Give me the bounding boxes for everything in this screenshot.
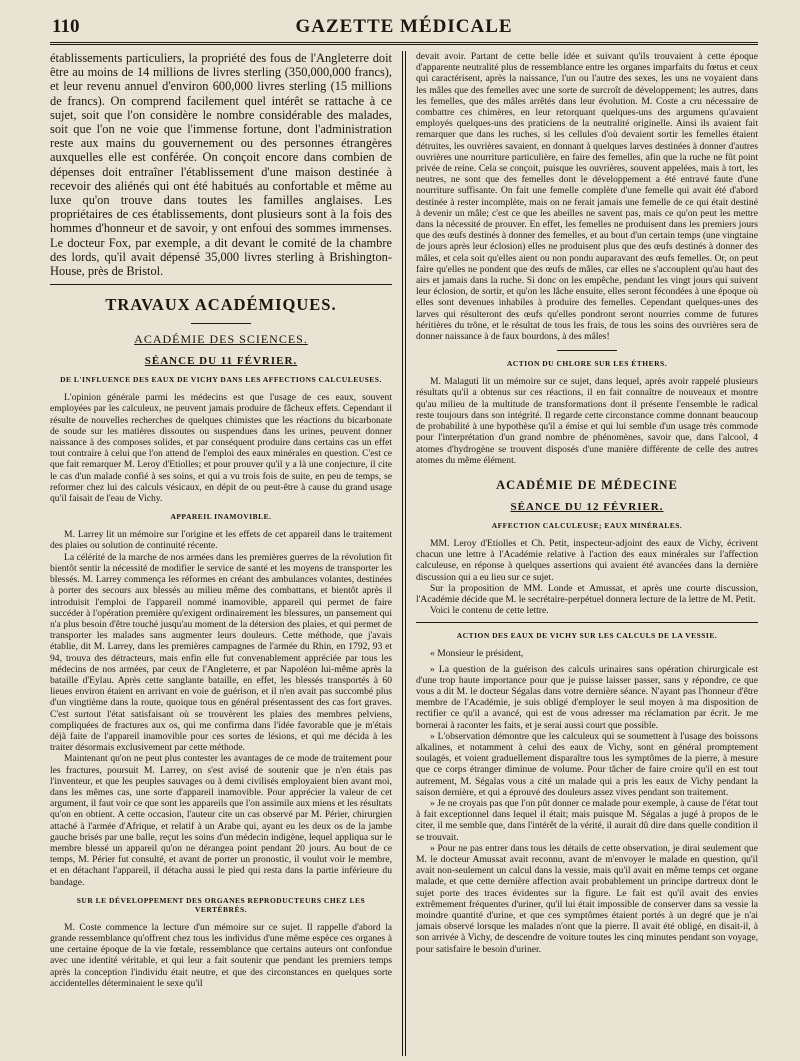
article-paragraph: Maintenant qu'on ne peut plus contester les avantages de ce mode de traitement pour les fractures, poursuit M. Larrey, on s'est avisé de soutenir que je n'en étais pas l'inventeur, et que les peuples sauvages ou à demi civilisés employaient bien avant moi, dans les mêmes cas, une sorte d'appareil inamovible. Pour apprécier la valeur de cet argument, il faut voir ce que sont les appareils que l'on assimile aux miens et les résultats qu'on en obtient. A cette occasion, l'auteur cite un cas observé par M. Périer, chirurgien attaché à l'armée d'Afrique, et relatif à un Arabe qui, ayant eu les deux os de la jambe gauche brisés par une balle, reçut les soins d'un médecin indigène, lequel appliqua sur le membre blessé un appareil qu'on ne dérangea point pendant 20 jours. Au bout de ce temps, M. Périer fut consulté, et avant de porter un pronostic, il voulut voir le membre, et en détachant l'appareil, il détacha aussi le pied qui resta dans la partie inférieure du bandage.: [50, 753, 392, 888]
academy-title: ACADÉMIE DES SCIENCES.: [134, 332, 308, 347]
title-rule: [191, 323, 251, 324]
two-column-body: [50, 51, 758, 1056]
article-paragraph: M. Coste commence la lecture d'un mémoire sur ce sujet. Il rappelle d'abord la grande ressemblance qu'offrent chez tous les individus d'une même espèce ces organes à une certaine époque de la vie fœtale, ressemblance que certains auteurs ont confondue avec une identité véritable, et qui leur a fait soutenir que pendant les premiers temps après la conception l'individu était neutre, et que des circonstances en quelques sorte accidentelles déterminaient le sexe qu'il: [50, 921, 392, 989]
topic-heading: AFFECTION CALCULEUSE; EAUX MINÉRALES.: [491, 520, 683, 530]
academy-title: ACADÉMIE DE MÉDECINE: [496, 477, 678, 492]
page-number: 110: [52, 16, 80, 37]
topic-rule: [557, 350, 617, 351]
left-column: [50, 51, 402, 1056]
intro-paragraph: établissements particuliers, la propriété des fous de l'Angleterre doit être au moins de 14 millions de livres sterling (350,000,000 francs), et leur revenu annuel d'environ 600,000 livres sterling (15 millions de francs). On comprend facilement quel intérêt se rattache à ce sujet, soit que l'on considère le nombre considérable des malades, soit que l'on ne voie que l'immense fortune, dont l'administration reste aux mains du gouvernement ou des personnes étrangères auxquelles elle est conférée. On conçoit encore dans combien de dépenses doit entraîner l'établissement d'une maison destinée à recevoir des aliénés qui ont été habitués au confortable et même au luxe qu'on trouve dans toutes les familles anglaises. Les propriétaires de ces établissements, dont plusieurs sont à la fois des hommes d'honneur et de savoir, y ont enfoui des sommes immenses. Le docteur Fox, par exemple, a dit devant le comité de la chambre des lords, qu'il avait dépensé 35,000 livres sterling à Brishington-House, près de Bristol.: [50, 51, 392, 279]
topic-heading: APPAREIL INAMOVIBLE.: [170, 512, 272, 522]
topic-heading: ACTION DU CHLORE SUR LES ÉTHERS.: [506, 359, 668, 369]
letter-paragraph: » L'observation démontre que les calculeux qui se soumettent à l'usage des boissons alkalines, et notamment à celui des eaux de Vichy, sont en général promptement soulagés, et voient graduellement disparaître tous les symptômes de la pierre, à mesure que ce corps étranger diminue de volume. Pour tâcher de faire croire qu'il en est tout autrement, M. Ségalas vous a cité un malade qui a pris les eaux de Vichy pendant la saison dernière, et qui a éprouvé des douleurs assez vives pendant son traitement.: [416, 730, 758, 798]
letter-paragraph: » Je ne croyais pas que l'on pût donner ce malade pour exemple, à cause de l'état tout à fait exceptionnel dans lequel il était; mais puisque M. Ségalas a jugé à propos de le citer, il me semble que, dans l'intérêt de la vérité, il aurait dû dire dans quelle condition il se trouvait.: [416, 797, 758, 843]
article-paragraph: Voici le contenu de cette lettre.: [430, 605, 549, 617]
article-paragraph: M. Malaguti lit un mémoire sur ce sujet, dans lequel, après avoir rappelé plusieurs résultats qu'il a obtenus sur ces réactions, il en fait connaître de nouveaux et montre qu'au milieu de la multitude de transformations dont il présente l'ensemble le radical reste toujours dans son intégrité. Il regarde cette circonstance comme donnant beaucoup de probabilité à une hypothèse qu'il a émise et qui lui semble d'un usage très commode pour l'interprétation d'un grand nombre de phénomènes, savoir que, dans l'alcool, 4 atomes d'hydrogène se trouvent disposés d'une manière différente de celle des autres atomes du même élément.: [416, 376, 758, 466]
section-divider: [50, 284, 392, 285]
article-paragraph: M. Larrey lit un mémoire sur l'origine et les effets de cet appareil dans le traitement des plaies ou solution de continuité récente.: [50, 529, 392, 552]
seance-title: SÉANCE DU 11 FÉVRIER.: [144, 355, 298, 368]
seance-title: SÉANCE DU 12 FÉVRIER.: [510, 500, 664, 513]
topic-heading: SUR LE DÉVELOPPEMENT DES ORGANES REPRODUCTEURS CHEZ LES VERTÉBRÉS.: [76, 895, 366, 914]
topic-heading: DE L'INFLUENCE DES EAUX DE VICHY DANS LES AFFECTIONS CALCULEUSES.: [60, 375, 382, 385]
header-rule: [50, 42, 758, 47]
page-header: [50, 8, 758, 42]
article-paragraph: L'opinion générale parmi les médecins est que l'usage de ces eaux, souvent employées par les calculeux, ne peuvent jamais produire de fâcheux effets. Cependant il résulte de nouvelles recherches de quelques chimistes que les réactions du bicarbonate de soude sur les matières dissoutes ou suspendues dans les urines, peuvent donner naissance à des composes solides, et par conséquent produire dans certains cas un effet tout contraire à celui que l'on attend de l'emploi des eaux minérales en question. C'est ce que fait remarquer M. Leroy d'Etiolles; et pour prouver qu'il y a là une conjecture, il cite le cas d'un malade confié à ses soins, et qui a vu trois fois de suite, en peu de temps, se reformer chez lui des calculs vésicaux, en dépit de ou peut-être à cause du grand usage qu'il faisait de l'eau de Vichy.: [50, 392, 392, 505]
letter-paragraph: » La question de la guérison des calculs urinaires sans opération chirurgicale est d'une trop haute importance pour que je puisse laisser passer, sans y répondre, ce que vous a dit M. le docteur Ségalas dans votre dernière séance. N'ayant pas l'honneur d'être membre de l'Académie, je suis obligé d'employer le seul moyen à ma disposition de rectifier ce qu'il a avancé, qui est de vous adresser ma réclamation par écrit. Je me bornerai à raconter les faits, et je serai aussi court que possible.: [416, 663, 758, 731]
article-paragraph: devait avoir. Partant de cette belle idée et suivant qu'ils trouvaient à cette époque d'apparente neutralité plus de ressemblance entre les organes imparfaits du fœtus et ceux qui caractérisent, après la naissance, l'un ou l'autre des sexes, les uns ne voyaient dans les mâles que des femelles avec une sorte de surcroît de développement; les autres, dans les femelles, que des mâles arrêtés dans leur évolution. M. Coste a cru nécessaire de combattre ces chimères, en leur retorquant quelques-uns des argumens qu'avaient employés quelques-uns des praticiens de la neutralité originelle. Ainsi ils avaient fait remarquer que dans les ruches, si les cellules d'où devaient sortir les femelles étaient détruites, les ouvrières savaient, en donnant à quelques larves destinées à donner d'autres ouvrières une nourriture particulière, en faire des femelles, afin que la ruche ne fût point privée de reine. Cela se conçoit, puisque les ouvrières, souvent appelées, mais à tort, les neutres, ne sont que des femelles dont le développement a été entravé faute d'une nourriture suffisante. On fait une femelle complète d'une femelle qui avait été d'abord destinée à rester incomplète, mais on ne ferait jamais une femelle de ce qui était destiné à devenir un mâle; c'est ce que les abeilles ne savent pas, mais ce qu'on peut les mettre dans la nécessité de prouver. En effet, les femelles ne produisent dans les premiers jours que des œufs destinés à donner des femelles, et au bout d'un certain temps (une vingtaine de jours après leur éclosion) elles ne produisent plus que des œufs destinés à donner des mâles, et cela soit qu'elles aient ou non pondu auparavant des œufs femelles. Or, on peut faire qu'elles ne pondent que des œufs de mâles, car elles ne s'accouplent qu'au haut des airs et jamais dans la ruche. Si donc on les empêche, pendant les vingt jours qui suivent leur éclosion, de sortir, et qu'on les lâche ensuite, elles seront fécondées à une époque où elles sont devenues inhabiles à produire des femelles. Cependant quelques-unes des larves qui résulteront des œufs qu'elles pondront seront nourries comme de futures héritières du trône, et le résultat de tous les frais, de tous les soins des ouvrières sera de donner naissance à de faux bourdons, à des mâles!: [416, 51, 758, 343]
letter-salutation: « Monsieur le président,: [430, 648, 524, 660]
right-column: [406, 51, 758, 1056]
article-paragraph: MM. Leroy d'Etiolles et Ch. Petit, inspecteur-adjoint des eaux de Vichy, écrivent chacun une lettre à l'Académie relative à l'action des eaux minérales sur l'affection calculeuse, en réponse à quelques assertions qui avaient été avancées dans la dernière discussion qui a eu lieu sur ce sujet.: [416, 537, 758, 583]
letter-paragraph: » Pour ne pas entrer dans tous les détails de cette observation, je dirai seulement que M. le docteur Amussat avait reconnu, avant de m'envoyer le malade en question, qu'il avait non-seulement un calcul dans la vessie, mais qu'il avait en même temps cet organe malade, et que cette dernière affection avait probablement un principe dartreux dont le sujet porte des traces évidentes sur la figure. Le fait est qu'il avait des envies extrêmement fréquentes d'uriner, qu'il lui était impossible de conserver dans sa vessie la moindre quantité d'urine, et que ces symptômes étaient portés à un degré que je n'ai jamais observé lorsque les malades n'ont que la pierre. Il avait été obligé, en disait-il, à son arrivée à Vichy, de descendre de voiture toutes les cinq minutes pendant son voyage, pour satisfaire le besoin d'uriner.: [416, 842, 758, 955]
topic-heading: ACTION DES EAUX DE VICHY SUR LES CALCULS DE LA VESSIE.: [456, 631, 718, 641]
journal-title: GAZETTE MÉDICALE: [295, 16, 513, 37]
article-paragraph: Sur la proposition de MM. Londe et Amussat, et après une courte discussion, l'Académie décide que M. le secrétaire-perpétuel donnera lecture de la lettre de M. Petit.: [416, 582, 758, 605]
section-title: TRAVAUX ACADÉMIQUES.: [105, 295, 337, 315]
topic-rule: [416, 622, 758, 623]
article-paragraph: La célérité de la marche de nos armées dans les premières guerres de la révolution fit bientôt sentir la nécessité de modifier le service de santé et les moyens de transporter les blessés. M. Larrey commença les réformes en créant des ambulances volantes, destinées à porter des secours aux blessés au milieu même des combattans, et bientôt après il introduisit l'emploi de l'appareil nommé inamovible, appareil qui permet de faire succéder à l'opération première qu'exigent ordinairement les blessures, un pansement qui n'a plus besoin d'être touché jusqu'au moment de la détersion des plaies, et qui permet de transporter les malades sans augmenter leurs douleurs. Cette méthode, que j'avais établie, dit M. Larrey, dans les premières campagnes de l'armée du Rhin, en 1792, 93 et 94, trouva des détracteurs, mais enfin elle fut convenablement appréciée par tous les médecins de nos armées, par ceux de l'Angleterre, et par Napoléon lui-même après la bataille d'Eylau. Après cette sanglante bataille, en effet, les blessés transportés à 60 lieues environ étaient en arrivant en voie de guérison, et il n'en avait pas succombé plus d'un vingtième dans la route, quoique tous en général présentassent des cas fort graves. C'est surtout l'état satisfaisant où se trouvèrent les plaies des membres pelviens, compliquées de fractures aux os, qui me confirma dans l'idée favorable que je m'étais déjà faite de l'appareil inamovible pour ces sortes de lésions, et qui me décida à les traiter désormais exclusivement par cette méthode.: [50, 551, 392, 754]
